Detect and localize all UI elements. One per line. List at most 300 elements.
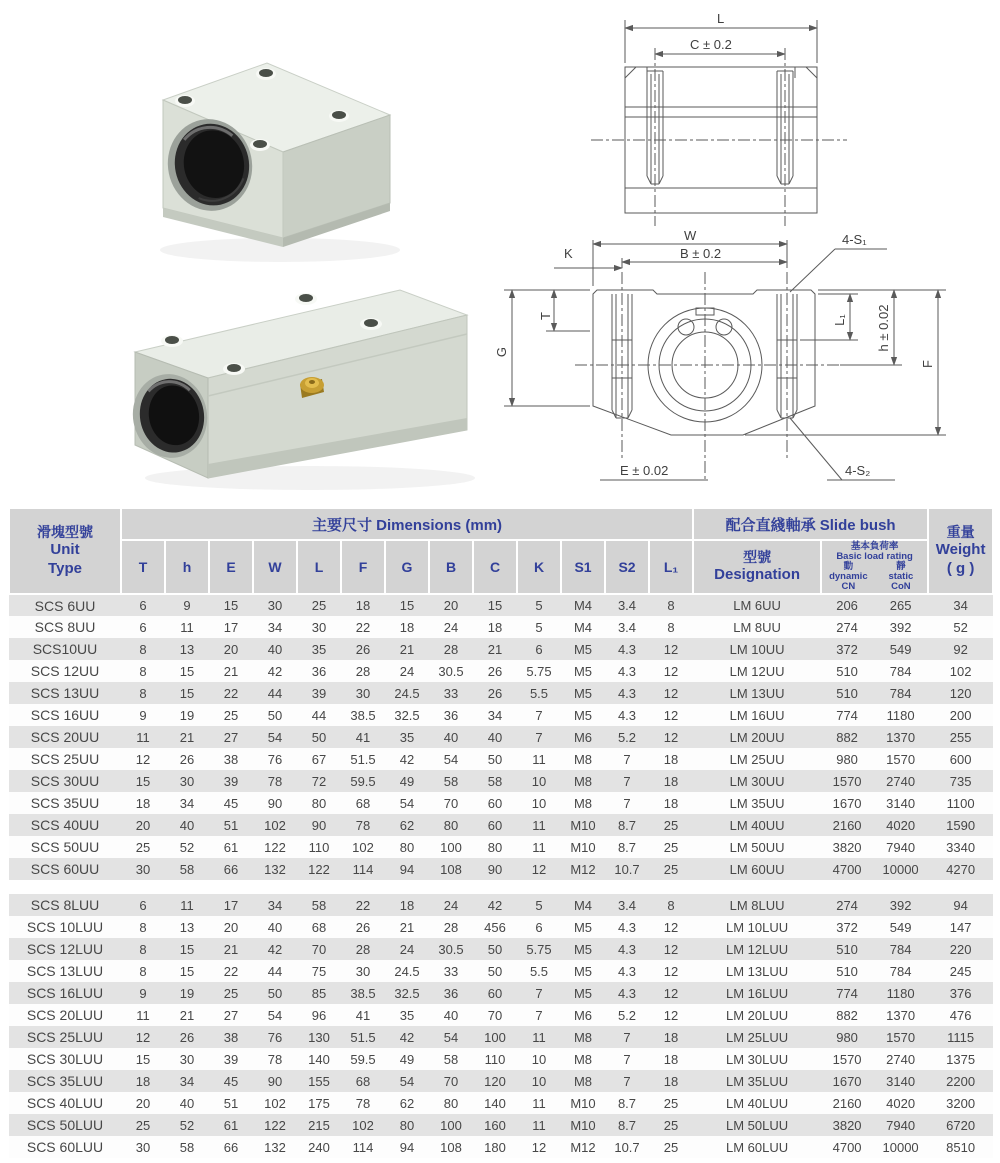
spec-cell: 15: [165, 660, 209, 682]
spec-cell: 22: [341, 616, 385, 638]
spec-cell: 58: [429, 770, 473, 792]
spec-cell: 8: [121, 916, 165, 938]
spec-cell: 5.75: [517, 938, 561, 960]
spec-cell: 155: [297, 1070, 341, 1092]
spec-cell: 12: [649, 660, 693, 682]
header-col-s1: S1: [561, 540, 605, 594]
spec-cell: 122: [253, 836, 297, 858]
spec-cell: 510: [821, 938, 873, 960]
spec-cell: 42: [385, 1026, 429, 1048]
spec-cell: 10000: [873, 1136, 928, 1158]
spec-cell: 58: [473, 770, 517, 792]
spec-cell: 12: [649, 682, 693, 704]
spec-cell: 7: [605, 770, 649, 792]
spec-cell: 25: [297, 594, 341, 616]
spec-cell: 18: [473, 616, 517, 638]
spec-cell: 38.5: [341, 704, 385, 726]
spec-cell: 114: [341, 858, 385, 880]
table-row: [9, 660, 993, 682]
spec-cell: 102: [253, 1092, 297, 1114]
spec-cell: 7: [517, 704, 561, 726]
spec-cell: 5.5: [517, 960, 561, 982]
spec-cell: 12: [121, 748, 165, 770]
spec-cell: 6: [121, 894, 165, 916]
spec-cell: 51.5: [341, 748, 385, 770]
spec-cell: 10: [517, 792, 561, 814]
spec-cell: 15: [165, 938, 209, 960]
spec-cell: 21: [385, 638, 429, 660]
dim-label-k: K: [564, 246, 573, 261]
spec-cell: 6: [121, 616, 165, 638]
header-col-l1: L₁: [649, 540, 693, 594]
spec-cell: 39: [209, 770, 253, 792]
spec-cell: M4: [561, 594, 605, 616]
spec-cell: 11: [517, 814, 561, 836]
spec-cell: 26: [341, 638, 385, 660]
table-row: [9, 916, 993, 938]
spec-cell: 120: [473, 1070, 517, 1092]
spec-cell: 30.5: [429, 660, 473, 682]
spec-cell: M8: [561, 792, 605, 814]
header-col-l: L: [297, 540, 341, 594]
spec-cell: 882: [821, 726, 873, 748]
spec-cell: 50: [253, 704, 297, 726]
spec-cell: 15: [165, 682, 209, 704]
table-row: [9, 1026, 993, 1048]
spec-cell: 30: [121, 1136, 165, 1158]
unit-type-cell: SCS 12LUU: [9, 938, 121, 960]
spec-cell: 54: [429, 748, 473, 770]
spec-cell: 41: [341, 726, 385, 748]
spec-cell: 80: [473, 836, 517, 858]
spec-cell: 4.3: [605, 960, 649, 982]
spec-cell: 11: [517, 836, 561, 858]
spec-cell: 45: [209, 1070, 253, 1092]
spec-cell: 44: [253, 682, 297, 704]
spec-cell: 21: [473, 638, 517, 660]
unit-type-cell: SCS10UU: [9, 638, 121, 660]
spec-cell: 54: [253, 726, 297, 748]
spec-cell: 1375: [928, 1048, 993, 1070]
table-row: [9, 726, 993, 748]
spec-cell: 34: [253, 616, 297, 638]
spec-cell: 42: [473, 894, 517, 916]
spec-cell: 42: [253, 660, 297, 682]
spec-cell: 3140: [873, 792, 928, 814]
spec-cell: 50: [297, 726, 341, 748]
spec-cell: 8: [121, 660, 165, 682]
spec-cell: 70: [297, 938, 341, 960]
spec-cell: 20: [209, 638, 253, 660]
spec-cell: LM 10UU: [693, 638, 821, 660]
spec-cell: 40: [165, 814, 209, 836]
spec-cell: M10: [561, 1092, 605, 1114]
spec-cell: LM 10LUU: [693, 916, 821, 938]
header-col-g: G: [385, 540, 429, 594]
spec-cell: M12: [561, 858, 605, 880]
spec-cell: 15: [473, 594, 517, 616]
spec-table: [8, 507, 994, 1158]
spec-cell: 132: [253, 858, 297, 880]
spec-cell: 80: [385, 1114, 429, 1136]
spec-cell: LM 35LUU: [693, 1070, 821, 1092]
spec-cell: 12: [649, 916, 693, 938]
spec-cell: 35: [385, 726, 429, 748]
spec-cell: 27: [209, 1004, 253, 1026]
spec-cell: 80: [429, 1092, 473, 1114]
spec-cell: 784: [873, 660, 928, 682]
spec-cell: 175: [297, 1092, 341, 1114]
spec-cell: 49: [385, 770, 429, 792]
spec-cell: 42: [253, 938, 297, 960]
spec-cell: 7: [605, 748, 649, 770]
table-row: [9, 858, 993, 880]
table-row: [9, 982, 993, 1004]
spec-cell: 7: [605, 1070, 649, 1092]
spec-cell: 28: [429, 916, 473, 938]
spec-cell: 40: [473, 726, 517, 748]
spec-cell: 5.5: [517, 682, 561, 704]
spec-cell: 59.5: [341, 770, 385, 792]
table-row: [9, 1004, 993, 1026]
header-col-t: T: [121, 540, 165, 594]
spec-cell: 72: [297, 770, 341, 792]
spec-cell: 15: [209, 594, 253, 616]
spec-cell: 206: [821, 594, 873, 616]
spec-cell: 774: [821, 982, 873, 1004]
spec-cell: 24: [385, 938, 429, 960]
spec-cell: 41: [341, 1004, 385, 1026]
spec-cell: 7940: [873, 1114, 928, 1136]
spec-cell: 1115: [928, 1026, 993, 1048]
spec-cell: 1370: [873, 726, 928, 748]
spec-cell: 147: [928, 916, 993, 938]
spec-cell: M12: [561, 1136, 605, 1158]
spec-cell: 4.3: [605, 660, 649, 682]
table-row: [9, 704, 993, 726]
spec-cell: 8.7: [605, 814, 649, 836]
spec-cell: 52: [165, 1114, 209, 1136]
spec-cell: 735: [928, 770, 993, 792]
spec-cell: 8: [121, 682, 165, 704]
spec-cell: 45: [209, 792, 253, 814]
spec-cell: 78: [253, 1048, 297, 1070]
spec-cell: 20: [121, 1092, 165, 1114]
spec-cell: 132: [253, 1136, 297, 1158]
spec-cell: 25: [121, 836, 165, 858]
spec-cell: 11: [121, 1004, 165, 1026]
spec-cell: 8: [649, 894, 693, 916]
spec-cell: 12: [517, 858, 561, 880]
dim-label-w: W: [684, 228, 697, 243]
spec-cell: 4.3: [605, 704, 649, 726]
spec-cell: 66: [209, 1136, 253, 1158]
spec-cell: M8: [561, 1070, 605, 1092]
spec-cell: M5: [561, 682, 605, 704]
spec-cell: M5: [561, 638, 605, 660]
table-row: [9, 938, 993, 960]
spec-cell: 549: [873, 638, 928, 660]
spec-cell: 21: [209, 938, 253, 960]
unit-type-cell: SCS 30LUU: [9, 1048, 121, 1070]
spec-cell: 30.5: [429, 938, 473, 960]
table-row: [9, 836, 993, 858]
spec-cell: 6: [517, 638, 561, 660]
spec-cell: 34: [928, 594, 993, 616]
spec-cell: LM 35UU: [693, 792, 821, 814]
section-gap-row: [9, 880, 993, 894]
spec-cell: 52: [165, 836, 209, 858]
spec-cell: 44: [297, 704, 341, 726]
spec-cell: 8: [649, 616, 693, 638]
spec-cell: 265: [873, 594, 928, 616]
header-col-b: B: [429, 540, 473, 594]
spec-cell: 110: [297, 836, 341, 858]
spec-cell: 78: [341, 814, 385, 836]
spec-cell: 8: [121, 638, 165, 660]
spec-cell: 39: [297, 682, 341, 704]
spec-cell: 9: [165, 594, 209, 616]
spec-cell: 22: [341, 894, 385, 916]
spec-cell: 25: [649, 836, 693, 858]
spec-cell: 8.7: [605, 836, 649, 858]
spec-cell: 122: [253, 1114, 297, 1136]
spec-cell: 7: [517, 982, 561, 1004]
spec-cell: 5.2: [605, 1004, 649, 1026]
spec-cell: 36: [297, 660, 341, 682]
spec-cell: 3200: [928, 1092, 993, 1114]
spec-cell: 7940: [873, 836, 928, 858]
spec-cell: 49: [385, 1048, 429, 1070]
spec-cell: 5: [517, 894, 561, 916]
spec-cell: 10000: [873, 858, 928, 880]
spec-cell: 21: [165, 726, 209, 748]
spec-cell: 7: [605, 1026, 649, 1048]
header-col-e: E: [209, 540, 253, 594]
spec-cell: M5: [561, 660, 605, 682]
table-row: [9, 894, 993, 916]
spec-cell: 100: [429, 1114, 473, 1136]
unit-type-cell: SCS 35UU: [9, 792, 121, 814]
spec-cell: 24.5: [385, 960, 429, 982]
spec-cell: 50: [473, 938, 517, 960]
spec-cell: 39: [209, 1048, 253, 1070]
spec-cell: LM 13UU: [693, 682, 821, 704]
spec-cell: 7: [605, 1048, 649, 1070]
spec-cell: 34: [165, 1070, 209, 1092]
unit-type-cell: SCS 50UU: [9, 836, 121, 858]
spec-cell: 26: [165, 748, 209, 770]
spec-cell: 40: [429, 1004, 473, 1026]
table-row: [9, 960, 993, 982]
spec-cell: 140: [473, 1092, 517, 1114]
spec-cell: 784: [873, 938, 928, 960]
spec-cell: 1570: [821, 1048, 873, 1070]
spec-cell: LM 40LUU: [693, 1092, 821, 1114]
spec-cell: 21: [165, 1004, 209, 1026]
spec-cell: 8.7: [605, 1092, 649, 1114]
spec-cell: 17: [209, 616, 253, 638]
drawing-front-view: [490, 228, 1000, 495]
drawing-side-view: [545, 8, 1000, 230]
spec-cell: 12: [649, 938, 693, 960]
spec-cell: 15: [121, 1048, 165, 1070]
spec-cell: 980: [821, 748, 873, 770]
spec-cell: 10: [517, 770, 561, 792]
unit-type-cell: SCS 20LUU: [9, 1004, 121, 1026]
spec-cell: LM 60UU: [693, 858, 821, 880]
spec-cell: LM 8LUU: [693, 894, 821, 916]
spec-cell: 274: [821, 894, 873, 916]
spec-cell: 220: [928, 938, 993, 960]
spec-cell: 3140: [873, 1070, 928, 1092]
unit-type-cell: SCS 13UU: [9, 682, 121, 704]
spec-cell: 58: [165, 858, 209, 880]
spec-cell: 13: [165, 638, 209, 660]
spec-cell: 30: [121, 858, 165, 880]
spec-cell: 10: [517, 1070, 561, 1092]
spec-cell: 160: [473, 1114, 517, 1136]
spec-cell: 12: [649, 638, 693, 660]
spec-cell: 22: [209, 960, 253, 982]
spec-cell: 94: [385, 1136, 429, 1158]
spec-cell: 8: [121, 938, 165, 960]
spec-cell: 1670: [821, 1070, 873, 1092]
spec-cell: 3.4: [605, 594, 649, 616]
spec-cell: M4: [561, 616, 605, 638]
spec-cell: M6: [561, 726, 605, 748]
spec-cell: 2740: [873, 1048, 928, 1070]
spec-cell: 12: [517, 1136, 561, 1158]
spec-cell: 59.5: [341, 1048, 385, 1070]
spec-cell: 70: [429, 792, 473, 814]
spec-cell: LM 30LUU: [693, 1048, 821, 1070]
spec-cell: 392: [873, 616, 928, 638]
spec-cell: 1590: [928, 814, 993, 836]
spec-cell: 51: [209, 814, 253, 836]
spec-cell: 4.3: [605, 938, 649, 960]
unit-type-cell: SCS 60LUU: [9, 1136, 121, 1158]
header-dimensions-title: 主要尺寸 Dimensions (mm): [121, 508, 693, 540]
unit-type-cell: SCS 8LUU: [9, 894, 121, 916]
spec-cell: 28: [429, 638, 473, 660]
spec-cell: 62: [385, 814, 429, 836]
spec-cell: 11: [165, 894, 209, 916]
spec-cell: 90: [253, 1070, 297, 1092]
spec-cell: 38: [209, 748, 253, 770]
spec-cell: 30: [341, 682, 385, 704]
spec-cell: 25: [649, 1114, 693, 1136]
spec-cell: 274: [821, 616, 873, 638]
spec-cell: 774: [821, 704, 873, 726]
spec-cell: 54: [429, 1026, 473, 1048]
spec-cell: 8: [649, 594, 693, 616]
spec-cell: 1570: [821, 770, 873, 792]
spec-cell: LM 50LUU: [693, 1114, 821, 1136]
spec-cell: 114: [341, 1136, 385, 1158]
spec-cell: 15: [121, 770, 165, 792]
spec-cell: M6: [561, 1004, 605, 1026]
spec-cell: 70: [473, 1004, 517, 1026]
spec-cell: 32.5: [385, 982, 429, 1004]
dim-label-s1: 4-S₁: [842, 232, 867, 247]
spec-cell: 66: [209, 858, 253, 880]
unit-type-cell: SCS 25UU: [9, 748, 121, 770]
spec-cell: LM 16LUU: [693, 982, 821, 1004]
spec-cell: 2740: [873, 770, 928, 792]
spec-cell: 18: [121, 792, 165, 814]
spec-cell: 392: [873, 894, 928, 916]
spec-cell: 24: [429, 894, 473, 916]
spec-cell: 18: [649, 1070, 693, 1092]
spec-cell: 20: [209, 916, 253, 938]
spec-cell: M5: [561, 960, 605, 982]
header-static: 靜 static CoN: [888, 561, 914, 592]
spec-cell: 456: [473, 916, 517, 938]
spec-cell: 9: [121, 982, 165, 1004]
unit-type-cell: SCS 25LUU: [9, 1026, 121, 1048]
spec-cell: 80: [297, 792, 341, 814]
spec-cell: 18: [649, 1048, 693, 1070]
spec-cell: 30: [253, 594, 297, 616]
spec-cell: M5: [561, 704, 605, 726]
spec-cell: 376: [928, 982, 993, 1004]
spec-cell: 5.2: [605, 726, 649, 748]
spec-cell: 25: [209, 704, 253, 726]
header-load-rating: 基本負荷率 Basic load rating 動 dynamic CN 靜 static CoN: [821, 540, 928, 594]
spec-cell: 38: [209, 1026, 253, 1048]
spec-cell: 6720: [928, 1114, 993, 1136]
table-row: [9, 792, 993, 814]
spec-cell: 215: [297, 1114, 341, 1136]
spec-cell: 34: [253, 894, 297, 916]
spec-cell: 78: [341, 1092, 385, 1114]
spec-cell: 52: [928, 616, 993, 638]
spec-cell: 6: [121, 594, 165, 616]
spec-cell: 54: [385, 1070, 429, 1092]
spec-cell: 68: [341, 1070, 385, 1092]
spec-cell: 12: [649, 982, 693, 1004]
spec-cell: 15: [385, 594, 429, 616]
spec-cell: 8.7: [605, 1114, 649, 1136]
spec-cell: 4020: [873, 1092, 928, 1114]
spec-cell: 42: [385, 748, 429, 770]
spec-cell: 12: [121, 1026, 165, 1048]
spec-cell: 50: [473, 960, 517, 982]
table-row: [9, 1070, 993, 1092]
spec-cell: M5: [561, 982, 605, 1004]
table-row: [9, 1048, 993, 1070]
spec-cell: 28: [341, 938, 385, 960]
table-row: [9, 1092, 993, 1114]
spec-cell: 25: [649, 1136, 693, 1158]
spec-cell: 18: [649, 792, 693, 814]
spec-cell: 120: [928, 682, 993, 704]
spec-cell: 80: [385, 836, 429, 858]
spec-cell: 1670: [821, 792, 873, 814]
spec-cell: 18: [649, 1026, 693, 1048]
spec-cell: M8: [561, 1026, 605, 1048]
spec-cell: 58: [429, 1048, 473, 1070]
spec-cell: 10.7: [605, 1136, 649, 1158]
spec-cell: 4.3: [605, 916, 649, 938]
spec-cell: 8510: [928, 1136, 993, 1158]
spec-cell: 38.5: [341, 982, 385, 1004]
spec-cell: LM 40UU: [693, 814, 821, 836]
spec-cell: 78: [253, 770, 297, 792]
spec-cell: 5.75: [517, 660, 561, 682]
spec-cell: 4700: [821, 1136, 873, 1158]
